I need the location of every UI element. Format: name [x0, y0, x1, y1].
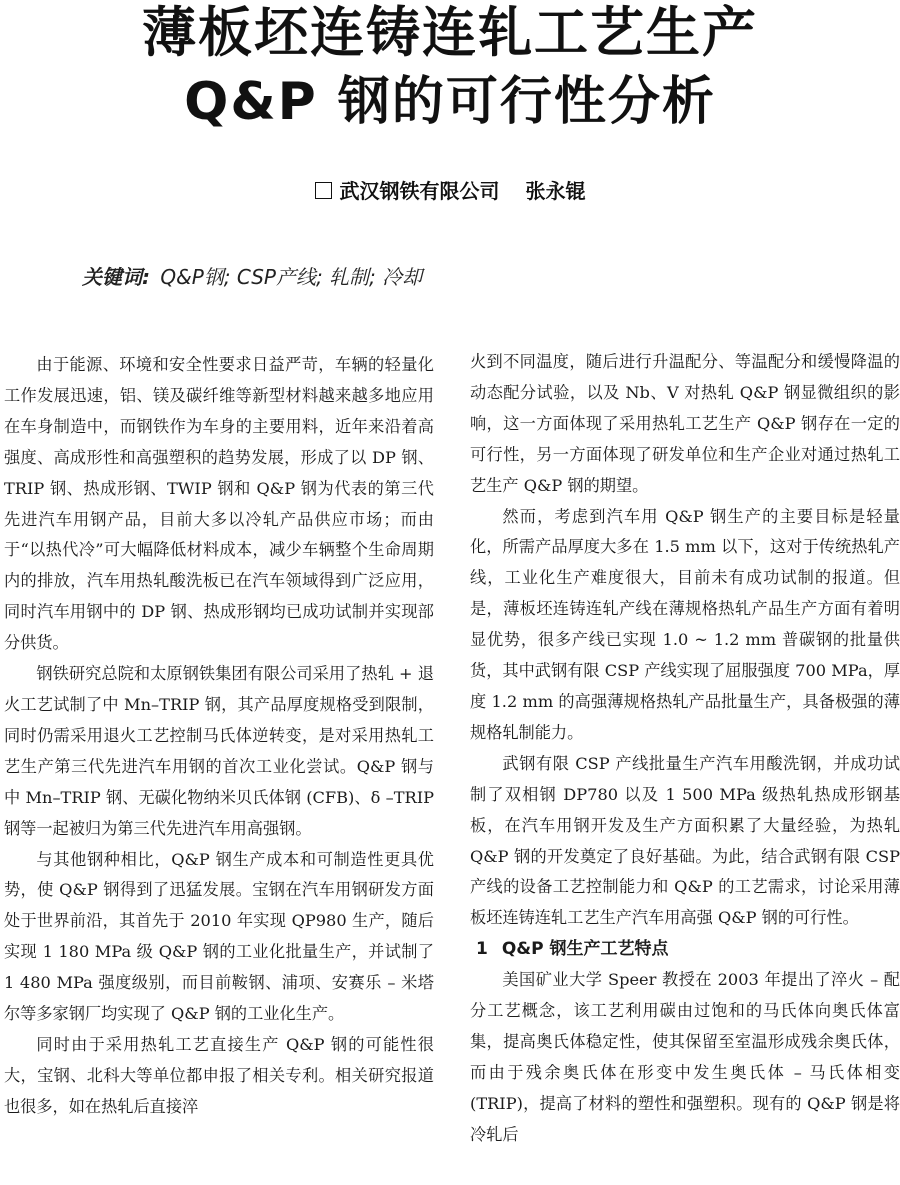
- paragraph-continued: 火到不同温度，随后进行升温配分、等温配分和缓慢降温的动态配分试验，以及 Nb、V 对热轧 Q&P 钢显微组织的影响，这一方面体现了采用热轧工艺生产 Q&P 钢存在一定的可行性，另一方面体现了研发单位和生产企业对通过热轧工艺生产 Q&P 钢的期望。: [470, 352, 900, 495]
- section-number: 1: [476, 939, 488, 960]
- section-title: Q&P 钢生产工艺特点: [501, 939, 669, 960]
- paragraph: 美国矿业大学 Speer 教授在 2003 年提出了淬火 – 配分工艺概念，该工艺利用碳由过饱和的马氏体向奥氏体富集，提高奥氏体稳定性，使其保留至室温形成残余奥氏体，而由于残余奥氏体在形变中发生奥氏体 – 马氏体相变 (TRIP)，提高了材料的塑性和强塑积。现有的 Q&P 钢是将冷轧后: [470, 970, 900, 1144]
- left-column: [4, 350, 434, 1185]
- affiliation: 武汉钢铁有限公司: [339, 179, 500, 203]
- keywords-label: 关键词:: [82, 265, 150, 289]
- right-column: [470, 347, 900, 1182]
- paragraph: 由于能源、环境和安全性要求日益严苛，车辆的轻量化工作发展迅速，铝、镁及碳纤维等新型材料越来越多地应用在车身制造中，而钢铁作为车身的主要用料，近年来沿着高强度、高成形性和高强塑积的趋势发展，形成了以 DP 钢、TRIP 钢、热成形钢、TWIP 钢和 Q&P 钢为代表的第三代先进汽车用钢产品，目前大多以冷轧产品供应市场；而由于“以热代冷”可大幅降低材料成本，减少车辆整个生命周期内的排放，汽车用热轧酸洗板已在汽车领域得到广泛应用，同时汽车用钢中的 DP 钢、热成形钢均已成功试制并实现部分供货。: [4, 355, 434, 653]
- byline: [0, 178, 900, 204]
- author-name: 张永锟: [525, 179, 586, 203]
- keywords: [82, 264, 842, 290]
- paragraph: 钢铁研究总院和太原钢铁集团有限公司采用了热轧 + 退火工艺试制了中 Mn–TRIP 钢，其产品厚度规格受到限制，同时仍需采用退火工艺控制马氏体逆转变，是对采用热轧工艺生产第三代先进汽车用钢的首次工业化尝试。Q&P 钢与中 Mn–TRIP 钢、无碳化物纳米贝氏体钢 (CFB)、δ –TRIP 钢等一起被归为第三代先进汽车用高强钢。: [4, 664, 434, 838]
- paragraph: 武钢有限 CSP 产线批量生产汽车用酸洗钢，并成功试制了双相钢 DP780 以及 1 500 MPa 级热轧热成形钢基板，在汽车用钢开发及生产方面积累了大量经验，为热轧 Q&P 钢的开发奠定了良好基础。为此，结合武钢有限 CSP 产线的设备工艺控制能力和 Q&P 的工艺需求，讨论采用薄板坯连铸连轧工艺生产汽车用高强 Q&P 钢的可行性。: [470, 753, 900, 928]
- article-title-line-2: Q&P 钢的可行性分析: [184, 72, 716, 132]
- checkbox-square-icon: [315, 182, 332, 199]
- paragraph: 然而，考虑到汽车用 Q&P 钢生产的主要目标是轻量化，所需产品厚度大多在 1.5 mm 以下，这对于传统热轧产线，工业化生产难度很大，目前未有成功试制的报道。但是，薄板坯连铸连轧产线在薄规格热轧产品生产方面有着明显优势，很多产线已实现 1.0 ~ 1.2 mm 普碳钢的批量供货，其中武钢有限 CSP 产线实现了屈服强度 700 MPa，厚度 1.2 mm 的高强薄规格热轧产品批量生产，具备极强的薄规格轧制能力。: [470, 506, 900, 742]
- section-heading: [470, 934, 900, 965]
- paragraph: 同时由于采用热轧工艺直接生产 Q&P 钢的可能性很大，宝钢、北科大等单位都申报了相关专利。相关研究报道也很多，如在热轧后直接淬: [4, 1034, 434, 1116]
- paragraph: 与其他钢种相比，Q&P 钢生产成本和可制造性更具优势，使 Q&P 钢得到了迅猛发展。宝钢在汽车用钢研发方面处于世界前沿，其首先于 2010 年实现 QP980 生产，随后实现 1 180 MPa 级 Q&P 钢的工业化批量生产，并试制了 1 480 MPa 强度级别，而目前鞍钢、浦项、安赛乐 – 米塔尔等多家钢厂均实现了 Q&P 钢的工业化生产。: [4, 849, 434, 1024]
- article-title-line-1: 薄板坯连铸连轧工艺生产: [142, 1, 758, 64]
- keywords-text: Q&P钢; CSP产线; 轧制; 冷却: [160, 265, 423, 289]
